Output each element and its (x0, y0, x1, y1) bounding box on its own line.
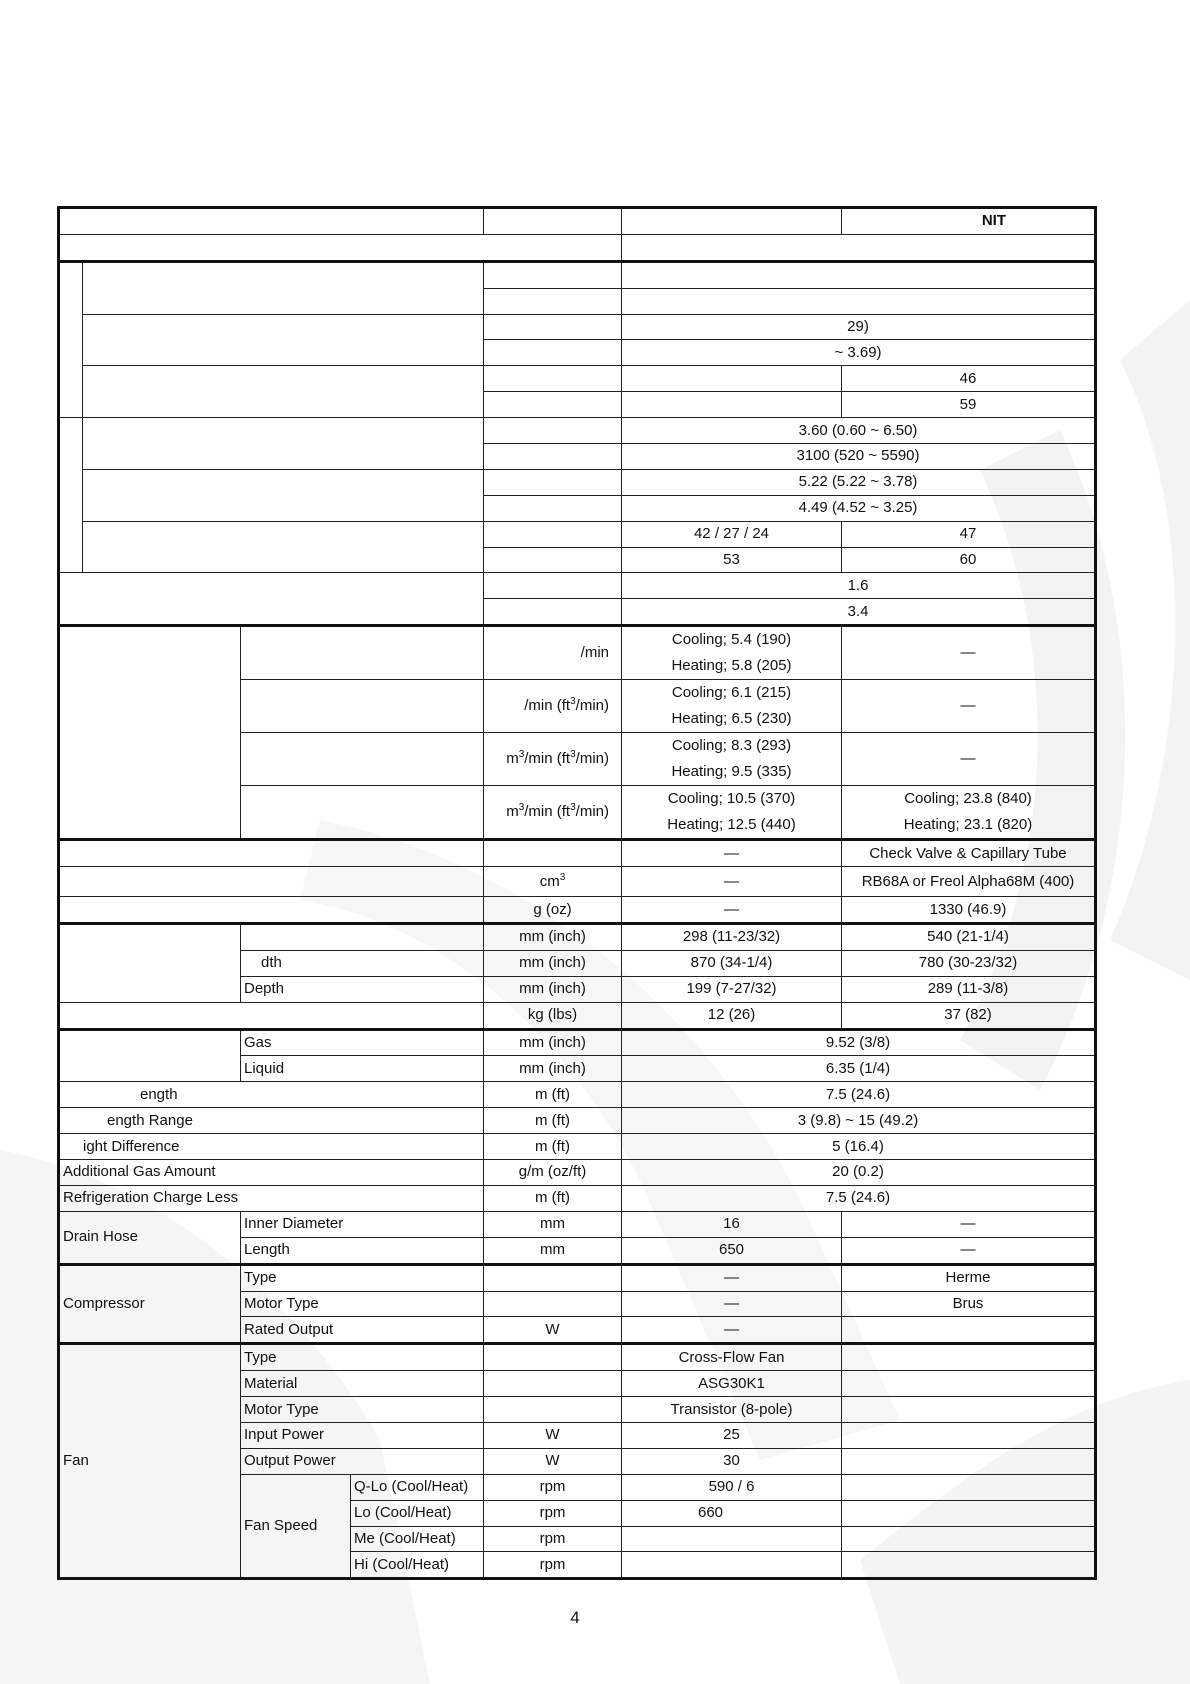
fan-lo-unit: rpm (484, 1500, 622, 1526)
piping-range-row (59, 1108, 1096, 1134)
drain-length-indoor: 650 (622, 1237, 842, 1264)
compressor-label: Compressor (59, 1264, 241, 1344)
heating-row-1 (59, 418, 1096, 444)
airflow-cool-4: Cooling; 10.5 (370) (667, 790, 796, 808)
unit-mid: /min (ft (524, 803, 571, 821)
drain-length-outdoor: — (842, 1237, 1096, 1264)
cooling-row-3 (59, 314, 1096, 340)
drain-diameter-indoor: 16 (622, 1211, 842, 1237)
airflow-cool-2: Cooling; 6.1 (215) (671, 684, 792, 702)
piping-height-value: 5 (16.4) (622, 1134, 1096, 1160)
dim-c3-4: 12 (26) (622, 1002, 842, 1029)
misc-value-1: 1.6 (622, 573, 1096, 599)
dim-c3-3: 199 (7-27/32) (622, 976, 842, 1002)
dim-label-3: Depth (241, 976, 484, 1002)
charge-less-label: Refrigeration Charge Less (59, 1185, 484, 1211)
refrig-c4-2: RB68A or Freol Alpha68M (400) (842, 867, 1096, 897)
cooling-value-6: 59 (842, 392, 1096, 418)
drain-hose-label: Drain Hose (59, 1211, 241, 1264)
unit-text: m (506, 803, 519, 821)
cooling-value-4: ~ 3.69) (622, 340, 1096, 366)
fan-input-unit: W (484, 1422, 622, 1448)
additional-gas-row (59, 1160, 1096, 1186)
drain-diameter-label: Inner Diameter (241, 1211, 484, 1237)
drain-length-label: Length (241, 1237, 484, 1264)
piping-height-label: ight Difference (59, 1134, 484, 1160)
compressor-motor-outdoor: Brus (842, 1291, 1096, 1317)
fan-lo-label: Lo (Cool/Heat) (351, 1500, 484, 1526)
fan-speed-label: Fan Speed (241, 1474, 351, 1579)
dim-unit-2: mm (inch) (484, 950, 622, 976)
additional-gas-label: Additional Gas Amount (59, 1160, 484, 1186)
compressor-output-label: Rated Output (241, 1317, 484, 1344)
fan-motor-label: Motor Type (241, 1397, 484, 1423)
airflow-unit-4 (484, 786, 622, 840)
drain-length-unit: mm (484, 1237, 622, 1264)
fan-material-indoor: ASG30K1 (622, 1371, 842, 1397)
cooling-row-5 (59, 366, 1096, 392)
piping-gas-unit: mm (inch) (484, 1029, 622, 1056)
airflow-outdoor-4 (842, 786, 1096, 840)
refrig-c4-1: Check Valve & Capillary Tube (842, 840, 1096, 867)
piping-range-label: ength Range (59, 1108, 484, 1134)
refrig-row-1 (59, 840, 1096, 867)
airflow-unit-3 (484, 733, 622, 786)
unit-text: /min (ft (524, 697, 571, 715)
heating-capacity-kw: 3.60 (0.60 ~ 6.50) (622, 418, 1096, 444)
dim-row-1 (59, 924, 1096, 951)
heating-row-5 (59, 521, 1096, 547)
fan-output-unit: W (484, 1448, 622, 1474)
piping-length-label: ength (59, 1082, 484, 1108)
unit-text: cm (539, 872, 560, 890)
dim-label-2: dth (241, 950, 484, 976)
dim-c3-2: 870 (34-1/4) (622, 950, 842, 976)
airflow-heat-3: Heating; 9.5 (335) (671, 763, 792, 781)
piping-height-unit: m (ft) (484, 1134, 622, 1160)
compressor-type-indoor: — (622, 1264, 842, 1291)
heating-noise-indoor: 42 / 27 / 24 (622, 521, 842, 547)
unit-sup-2: 3 (570, 802, 576, 814)
airflow-outdoor-cool-4: Cooling; 23.8 (840) (904, 790, 1032, 808)
fan-type-label: Type (241, 1344, 484, 1371)
compressor-motor-label: Motor Type (241, 1291, 484, 1317)
unit-sup: 3 (518, 802, 525, 814)
fan-hi-label: Hi (Cool/Heat) (351, 1552, 484, 1579)
fan-motor-indoor: Transistor (8-pole) (622, 1397, 842, 1423)
compressor-output-unit: W (484, 1317, 622, 1344)
piping-liquid-unit: mm (inch) (484, 1056, 622, 1082)
airflow-indoor-4 (622, 786, 842, 840)
fan-material-label: Material (241, 1371, 484, 1397)
heating-row-3 (59, 469, 1096, 495)
airflow-outdoor-2: — (842, 680, 1096, 733)
piping-height-row (59, 1134, 1096, 1160)
fan-input-label: Input Power (241, 1422, 484, 1448)
dim-unit-4: kg (lbs) (484, 1002, 622, 1029)
airflow-outdoor-1: — (842, 626, 1096, 680)
header-col4: NIT (842, 208, 1096, 235)
piping-liquid-value: 6.35 (1/4) (622, 1056, 1096, 1082)
heating-cop-2: 4.49 (4.52 ~ 3.25) (622, 495, 1096, 521)
additional-gas-unit: g/m (oz/ft) (484, 1160, 622, 1186)
piping-liquid-label: Liquid (241, 1056, 484, 1082)
airflow-cool-1: Cooling; 5.4 (190) (671, 631, 792, 649)
piping-range-value: 3 (9.8) ~ 15 (49.2) (622, 1108, 1096, 1134)
piping-range-unit: m (ft) (484, 1108, 622, 1134)
dim-unit-3: mm (inch) (484, 976, 622, 1002)
refrig-unit-3: g (oz) (484, 897, 622, 924)
misc-row-1 (59, 573, 1096, 599)
heating-capacity-kcal: 3100 (520 ~ 5590) (622, 444, 1096, 470)
dim-row-4 (59, 1002, 1096, 1029)
fan-input-indoor: 25 (622, 1422, 842, 1448)
fan-type-indoor: Cross-Flow Fan (622, 1344, 842, 1371)
airflow-cool-3: Cooling; 8.3 (293) (671, 737, 792, 755)
charge-less-value: 7.5 (24.6) (622, 1185, 1096, 1211)
piping-gas-row (59, 1029, 1096, 1056)
dim-c4-4: 37 (82) (842, 1002, 1096, 1029)
fan-hi-unit: rpm (484, 1552, 622, 1579)
compressor-output-indoor: — (622, 1317, 842, 1344)
piping-gas-value: 9.52 (3/8) (622, 1029, 1096, 1056)
compressor-type-outdoor: Herme (842, 1264, 1096, 1291)
specification-table (57, 206, 1097, 1580)
cooling-row-1 (59, 261, 1096, 288)
piping-length-value: 7.5 (24.6) (622, 1082, 1096, 1108)
dim-c4-3: 289 (11-3/8) (842, 976, 1096, 1002)
piping-length-row (59, 1082, 1096, 1108)
fan-label: Fan (59, 1344, 241, 1579)
heating-power-outdoor: 60 (842, 547, 1096, 573)
fan-qlo-indoor: 590 / 6 (622, 1474, 842, 1500)
airflow-heat-2: Heating; 6.5 (230) (671, 710, 792, 728)
charge-less-unit: m (ft) (484, 1185, 622, 1211)
header-row (59, 208, 1096, 235)
cooling-value-5: 46 (842, 366, 1096, 392)
fan-output-indoor: 30 (622, 1448, 842, 1474)
compressor-type-row (59, 1264, 1096, 1291)
unit-sup-2: 3 (570, 749, 576, 761)
additional-gas-value: 20 (0.2) (622, 1160, 1096, 1186)
refrig-c4-3: 1330 (46.9) (842, 897, 1096, 924)
fan-me-unit: rpm (484, 1526, 622, 1552)
unit-tail: /min) (575, 697, 609, 715)
refrig-row-3 (59, 897, 1096, 924)
cooling-value-3: 29) (622, 314, 1096, 340)
misc-value-2: 3.4 (622, 599, 1096, 626)
heating-cop-1: 5.22 (5.22 ~ 3.78) (622, 469, 1096, 495)
fan-lo-indoor: 660 (622, 1500, 842, 1526)
refrig-c3-2: — (622, 867, 842, 897)
heating-noise-outdoor: 47 (842, 521, 1096, 547)
page-number: 4 (570, 1608, 580, 1627)
fan-qlo-label: Q-Lo (Cool/Heat) (351, 1474, 484, 1500)
fan-output-label: Output Power (241, 1448, 484, 1474)
fan-me-label: Me (Cool/Heat) (351, 1526, 484, 1552)
airflow-indoor-2 (622, 680, 842, 733)
airflow-outdoor-3: — (842, 733, 1096, 786)
refrig-row-2 (59, 867, 1096, 897)
airflow-heat-4: Heating; 12.5 (440) (667, 816, 796, 834)
unit-sup: 3 (518, 749, 525, 761)
unit-mid: /min (ft (524, 750, 571, 768)
refrig-unit-2 (484, 867, 622, 897)
dim-c4-2: 780 (30-23/32) (842, 950, 1096, 976)
dim-unit-1: mm (inch) (484, 924, 622, 951)
fan-type-row (59, 1344, 1096, 1371)
airflow-indoor-1 (622, 626, 842, 680)
header-row-2 (59, 234, 1096, 261)
unit-tail: /min) (575, 803, 609, 821)
airflow-outdoor-heat-4: Heating; 23.1 (820) (903, 816, 1033, 834)
dim-c3-1: 298 (11-23/32) (622, 924, 842, 951)
unit-sup: 3 (570, 696, 576, 708)
unit-tail: /min) (575, 750, 609, 768)
unit-text: m (506, 750, 519, 768)
airflow-heat-1: Heating; 5.8 (205) (671, 657, 792, 675)
charge-less-row (59, 1185, 1096, 1211)
airflow-unit-1: /min (484, 626, 622, 680)
drain-diameter-unit: mm (484, 1211, 622, 1237)
heating-power-indoor: 53 (622, 547, 842, 573)
refrig-c3-3: — (622, 897, 842, 924)
airflow-unit-2 (484, 680, 622, 733)
drain-diameter-row (59, 1211, 1096, 1237)
compressor-type-label: Type (241, 1264, 484, 1291)
airflow-row-1 (59, 626, 1096, 680)
fan-qlo-unit: rpm (484, 1474, 622, 1500)
piping-gas-label: Gas (241, 1029, 484, 1056)
unit-sup: 3 (559, 871, 566, 883)
airflow-indoor-3 (622, 733, 842, 786)
refrig-c3-1: — (622, 840, 842, 867)
drain-diameter-outdoor: — (842, 1211, 1096, 1237)
piping-length-unit: m (ft) (484, 1082, 622, 1108)
dim-c4-1: 540 (21-1/4) (842, 924, 1096, 951)
compressor-motor-indoor: — (622, 1291, 842, 1317)
